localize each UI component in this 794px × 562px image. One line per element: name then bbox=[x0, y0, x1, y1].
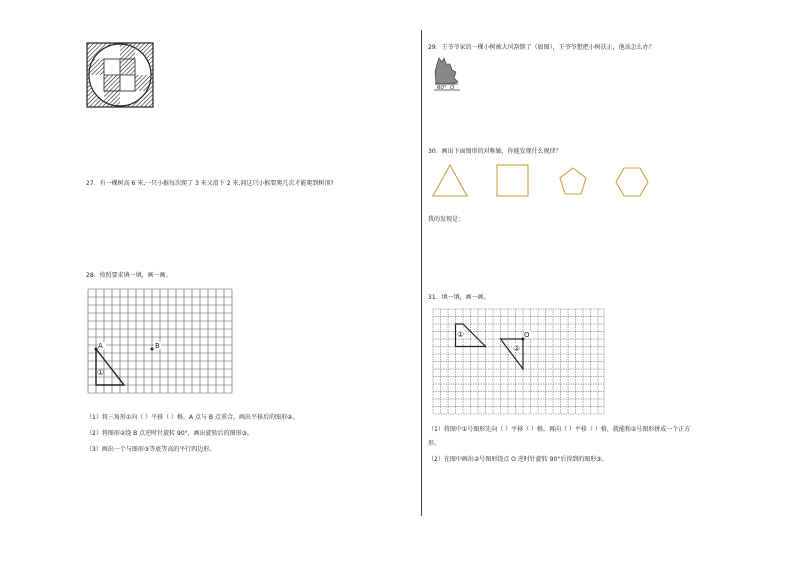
triangle-shape bbox=[433, 165, 467, 196]
shape-1-label: ① bbox=[457, 330, 465, 339]
question-29: 29．王爷爷家的一棵小树被大风刮倒了（如图），王爷爷想把小树扶正，他该怎么办？ bbox=[428, 44, 655, 51]
q31-sub-1-line-1: （1）将图中①号图形先向（ ）平移（ ）格，再向（ ）平移（ ）格，就能和②号图形拼成一个正方 bbox=[428, 426, 691, 433]
angle-label: 60° bbox=[437, 85, 447, 91]
pentagon-shape bbox=[560, 168, 586, 194]
point-b bbox=[151, 348, 154, 351]
triangle-1-label: ① bbox=[97, 368, 105, 377]
q31-sub-1-line-2: 形。 bbox=[428, 440, 441, 447]
point-a-label: A bbox=[98, 342, 103, 350]
q28-sub-3: （3）画出一个与图形③等底等高的平行四边形。 bbox=[86, 446, 216, 453]
shape-2-label: ② bbox=[513, 344, 521, 353]
circle-square-figure bbox=[86, 42, 154, 108]
shapes-figure bbox=[430, 162, 650, 200]
q28-sub-1: （1）将三角形①向（ ）平移（ ）格，A 点与 B 点重合，画出平移后的图形②。 bbox=[86, 414, 299, 421]
question-31-heading: 31．填一填，画一画。 bbox=[428, 294, 490, 301]
point-o-label: O bbox=[524, 331, 530, 339]
grid-28 bbox=[88, 289, 232, 393]
q31-sub-2: （2）在图中画出②号图形绕点 O 逆时针旋转 90°后得到的图形③。 bbox=[428, 456, 608, 463]
column-divider bbox=[421, 30, 422, 516]
fallen-tree-figure bbox=[432, 54, 464, 92]
question-27: 27．有一棵树高 6 米,一只小猴每次爬了 3 米又滑下 2 米,问这只小猴要爬几次才能爬到树顶? bbox=[86, 180, 334, 187]
square-shape bbox=[497, 165, 528, 196]
hexagon-shape bbox=[616, 168, 648, 196]
q28-sub-2: （2）将图形②绕 B 点逆时针旋转 90°，画出旋转后的图形③。 bbox=[86, 430, 254, 437]
question-28-heading: 28．按照要求填一填，画一画。 bbox=[86, 272, 172, 279]
point-b-label: B bbox=[155, 342, 160, 350]
pivot-point-label: O bbox=[450, 85, 455, 91]
question-30: 30．画出下面图形的对称轴，你能发现什么规律？ bbox=[428, 148, 562, 155]
finding-label: 我的发现是： bbox=[428, 216, 465, 223]
grid-31 bbox=[433, 309, 604, 414]
